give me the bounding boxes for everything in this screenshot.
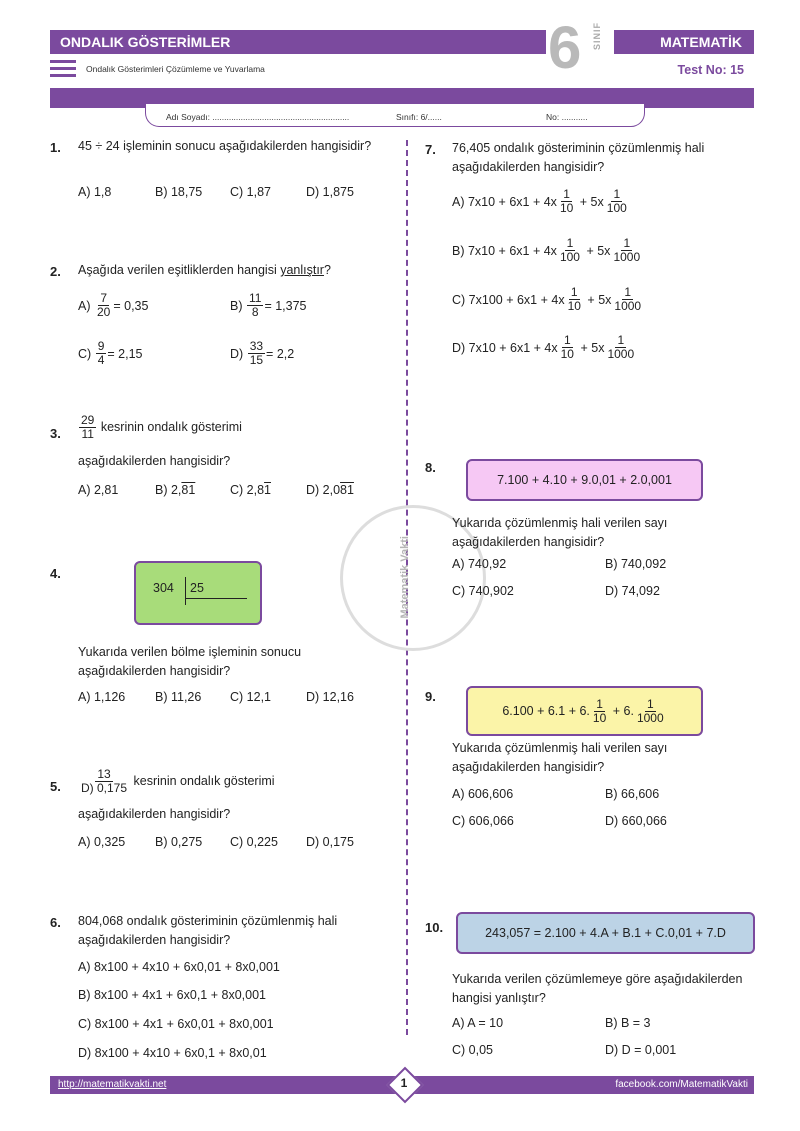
option-label: D) <box>230 346 244 361</box>
q10-option-c[interactable]: C) 0,05 <box>452 1043 493 1057</box>
option-text: + 5x <box>587 292 612 307</box>
q5-text-line2: aşağıdakilerden hangisidir? <box>78 807 231 821</box>
q5-text-line1: kesrinin ondalık gösterimi <box>133 774 275 788</box>
q7-option-c[interactable] <box>452 286 644 313</box>
expression-text: + 6. <box>612 704 634 718</box>
q5-option-c[interactable]: C) 0,225 <box>230 835 278 849</box>
fraction <box>612 286 643 313</box>
q8-text: Yukarıda çözümlenmiş hali verilen sayı aşağıdakilerden hangisidir? <box>452 516 668 549</box>
repeating-digits: 81 <box>340 483 354 497</box>
numerator: 1 <box>570 285 578 299</box>
q9-option-d[interactable]: D) 660,066 <box>605 814 667 828</box>
denominator: 100 <box>606 201 627 215</box>
option-text: + 5x <box>579 194 604 209</box>
menu-lines-icon <box>50 60 76 78</box>
q2-text-post: ? <box>323 263 331 277</box>
q6-option-a[interactable]: A) 8x100 + 4x10 + 6x0,01 + 8x0,001 <box>78 960 280 974</box>
repeating-digits: 1 <box>264 483 271 497</box>
fraction <box>95 292 112 319</box>
option-value: = 1,375 <box>264 298 307 313</box>
q3-option-a[interactable]: A) 2,81 <box>78 483 119 497</box>
q4-option-c[interactable]: C) 12,1 <box>230 690 271 704</box>
option-text: C) 7x100 + 6x1 + 4x <box>452 292 565 307</box>
denominator: 1000 <box>614 299 642 313</box>
fraction <box>248 340 265 367</box>
numerator: 1 <box>563 333 571 347</box>
option-text: B) 2, <box>155 483 182 497</box>
q3-number: 3. <box>50 426 61 441</box>
numerator: 7 <box>100 291 107 305</box>
q5-number: 5. <box>50 779 61 794</box>
q10-text: Yukarıda verilen çözümlemeye göre aşağıdakilerden hangisi yanlıştır? <box>452 972 743 1005</box>
q5-option-d[interactable]: D) 0,175 <box>306 835 354 849</box>
q4-text: Yukarıda verilen bölme işleminin sonucu aşağıdakilerden hangisidir? <box>78 645 302 678</box>
option-value: = 2,15 <box>107 346 143 361</box>
q2-number: 2. <box>50 264 61 279</box>
denominator: 1000 <box>607 347 635 361</box>
numerator: 1 <box>623 236 631 250</box>
q2-text <box>78 261 331 280</box>
denominator: 10 <box>559 201 574 215</box>
option-label: B) <box>230 298 243 313</box>
q8-expression-box: 7.100 + 4.10 + 9.0,01 + 2.0,001 <box>466 459 703 501</box>
numerator: 1 <box>563 187 570 201</box>
division-bar-vertical <box>185 577 186 605</box>
q6-text: 804,068 ondalık gösteriminin çözümlenmiş hali aşağıdakilerden hangisidir? <box>78 914 338 947</box>
header-title: ONDALIK GÖSTERİMLER <box>50 30 546 54</box>
q3-option-b[interactable] <box>155 483 195 497</box>
q1-option-b[interactable]: B) 18,75 <box>155 185 203 199</box>
denominator: 20 <box>96 305 111 319</box>
test-number: Test No: 15 <box>677 63 744 77</box>
numerator: 1 <box>566 236 574 250</box>
option-label: C) <box>78 346 92 361</box>
q10-number: 10. <box>425 920 444 935</box>
q7-number: 7. <box>425 142 436 157</box>
q2-text-underlined: yanlıştır <box>280 263 324 277</box>
fraction <box>605 188 629 215</box>
q2-option-d[interactable] <box>230 340 294 367</box>
repeating-digits: 81 <box>181 483 196 497</box>
page-number: 1 <box>400 1076 408 1090</box>
q1-option-d[interactable]: D) 1,875 <box>306 185 354 199</box>
q10-option-b[interactable]: B) B = 3 <box>605 1016 651 1030</box>
fraction <box>558 237 582 264</box>
q2-option-c[interactable] <box>78 340 142 367</box>
q6-option-d[interactable]: D) 8x100 + 4x10 + 6x0,1 + 8x0,01 <box>78 1046 267 1060</box>
option-label: A) <box>78 298 91 313</box>
option-text: + 5x <box>586 243 611 258</box>
q3-text-line1: kesrinin ondalık gösterimi <box>100 420 242 434</box>
fraction <box>566 286 583 313</box>
q9-text: Yukarıda çözümlenmiş hali verilen sayı aşağıdakilerden hangisidir? <box>452 741 668 774</box>
dividend: 304 <box>153 581 174 595</box>
denominator: 15 <box>249 353 264 367</box>
watermark-text: Matematik Vakti <box>399 536 411 619</box>
denominator: 10 <box>567 299 581 313</box>
fraction <box>591 698 608 725</box>
fraction <box>559 334 576 361</box>
denominator: 10 <box>592 710 607 725</box>
q8-option-d[interactable]: D) 74,092 <box>605 584 660 598</box>
page-number-badge <box>388 1068 420 1100</box>
q4-option-b[interactable]: B) 11,26 <box>155 690 202 704</box>
header-subtitle: Ondalık Gösterimleri Çözümleme ve Yuvarlama <box>86 64 265 74</box>
q1-option-c[interactable]: C) 1,87 <box>230 185 271 199</box>
long-division <box>153 573 243 613</box>
option-text: D) 7x10 + 6x1 + 4x <box>452 340 558 355</box>
q10-option-d[interactable]: D) D = 0,001 <box>605 1043 677 1057</box>
fraction <box>558 188 575 215</box>
divisor: 25 <box>190 581 204 595</box>
denominator: 8 <box>251 305 259 319</box>
q9-option-c[interactable]: C) 606,066 <box>452 814 514 828</box>
option-text: B) 7x10 + 6x1 + 4x <box>452 243 557 258</box>
q1-option-a[interactable]: A) 1,8 <box>78 185 112 199</box>
q7-option-b[interactable] <box>452 237 643 264</box>
q10-expression-box: 243,057 = 2.100 + 4.A + B.1 + C.0,01 + 7.D <box>456 912 755 954</box>
q6-option-c[interactable]: C) 8x100 + 4x1 + 6x0,01 + 8x0,001 <box>78 1017 274 1031</box>
q6-number: 6. <box>50 915 61 930</box>
fraction <box>96 340 107 367</box>
grade-number: 6 <box>548 14 582 81</box>
denominator: 1000 <box>636 710 664 725</box>
q8-option-b[interactable]: B) 740,092 <box>605 557 667 571</box>
option-text: C) 2,8 <box>230 483 265 497</box>
numerator: 9 <box>97 339 105 353</box>
q2-option-b[interactable] <box>230 292 307 319</box>
q2-text-pre: Aşağıda verilen eşitliklerden hangisi <box>78 263 281 277</box>
option-text: + 5x <box>580 340 605 355</box>
numerator: 13 <box>97 767 111 781</box>
q5-text <box>78 768 275 795</box>
option-text: A) 7x10 + 6x1 + 4x <box>452 194 557 209</box>
numerator: 29 <box>81 413 95 427</box>
student-info-box <box>145 104 645 127</box>
q4-option-d[interactable]: D) 12,16 <box>306 690 354 704</box>
class-field: Sınıfı: 6/...... <box>396 112 442 122</box>
q6-option-b[interactable]: B) 8x100 + 4x1 + 6x0,1 + 8x0,001 <box>78 988 266 1002</box>
q4-number: 4. <box>50 566 61 581</box>
denominator: 1000 <box>613 250 641 264</box>
q8-option-a[interactable]: A) 740,92 <box>452 557 507 571</box>
q1-number: 1. <box>50 140 61 155</box>
option-text: D) 2,0 <box>306 483 341 497</box>
q9-number: 9. <box>425 689 436 704</box>
option-value: = 2,2 <box>266 346 295 361</box>
q9-expression-box <box>466 686 703 736</box>
q9-option-b[interactable]: B) 66,606 <box>605 787 660 801</box>
q7-text: 76,405 ondalık gösteriminin çözümlenmiş hali aşağıdakilerden hangisidir? <box>452 141 705 174</box>
q3-text <box>78 414 242 441</box>
fraction <box>79 768 129 795</box>
fraction <box>79 414 96 441</box>
q5-option-b[interactable]: B) 0,275 <box>155 835 203 849</box>
q4-option-a[interactable]: A) 1,126 <box>78 690 126 704</box>
fraction <box>635 698 666 725</box>
numerator: 1 <box>617 333 625 347</box>
q7-option-a[interactable] <box>452 188 630 215</box>
q3-option-d[interactable] <box>306 483 354 497</box>
denominator: 4 <box>97 353 105 367</box>
numerator: 1 <box>613 187 621 201</box>
q3-text-line2: aşağıdakilerden hangisidir? <box>78 454 231 468</box>
name-field: Adı Soyadı: .......................................................... <box>166 112 350 122</box>
numerator: 33 <box>249 339 264 353</box>
grade-word: SINIF <box>592 22 602 51</box>
q1-text: 45 ÷ 24 işleminin sonucu aşağıdakilerden hangisidir? <box>78 139 372 153</box>
q3-option-c[interactable] <box>230 483 271 497</box>
header-subject: MATEMATİK <box>614 30 754 54</box>
q7-option-d[interactable] <box>452 334 637 361</box>
fraction <box>605 334 636 361</box>
no-field: No: ........... <box>546 112 588 122</box>
q5-option-a[interactable]: A) 0,325 <box>78 835 126 849</box>
division-bar-horizontal <box>185 598 247 599</box>
facebook-link[interactable]: facebook.com/MatematikVakti <box>615 1079 748 1090</box>
denominator: 100 <box>559 250 580 264</box>
q2-option-a[interactable] <box>78 292 148 319</box>
numerator: 1 <box>596 696 603 711</box>
option-value: = 0,35 <box>113 298 149 313</box>
numerator: 11 <box>248 291 262 305</box>
fraction <box>611 237 642 264</box>
denominator: 10 <box>560 347 574 361</box>
q10-option-a[interactable]: A) A = 10 <box>452 1016 504 1030</box>
numerator: 1 <box>624 285 632 299</box>
denominator: D) 0,175 <box>81 781 128 795</box>
q8-option-c[interactable]: C) 740,902 <box>452 584 514 598</box>
q8-number: 8. <box>425 460 436 475</box>
denominator: 11 <box>81 427 94 441</box>
q4-division-box <box>134 561 262 625</box>
numerator: 1 <box>646 696 654 711</box>
q9-option-a[interactable]: A) 606,606 <box>452 787 514 801</box>
fraction <box>247 292 263 319</box>
expression-text: 6.100 + 6.1 + 6. <box>502 704 590 718</box>
website-link[interactable]: http://matematikvakti.net <box>58 1079 167 1090</box>
